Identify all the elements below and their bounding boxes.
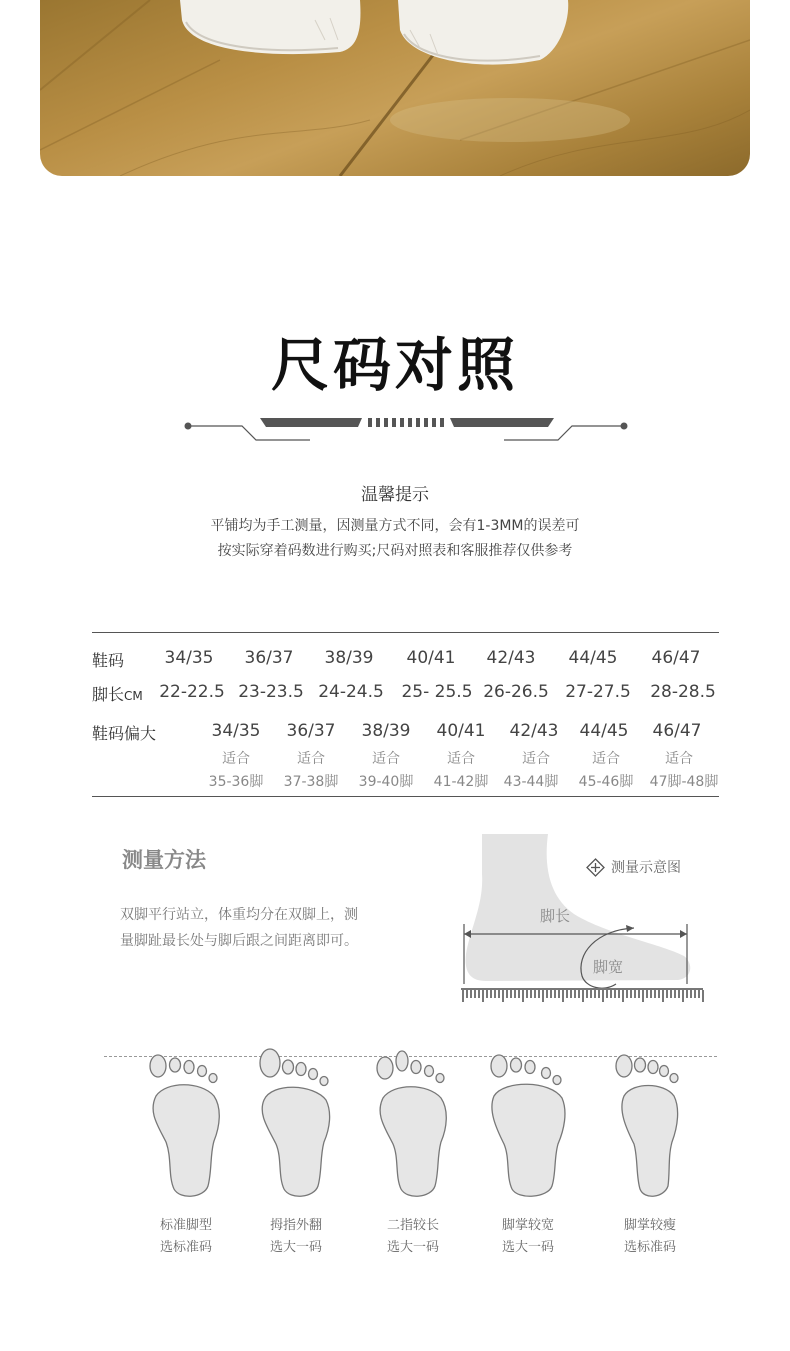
- table-cell: 23-23.5: [238, 682, 304, 702]
- title-divider: [180, 410, 632, 444]
- ruler-tick: [498, 990, 500, 998]
- fit-label: 适合: [447, 751, 475, 767]
- table-cell: 25- 25.5: [401, 682, 473, 702]
- ruler-tick: [678, 990, 680, 998]
- ruler-tick: [550, 990, 552, 998]
- foot-type-advice: 选大一码: [269, 1240, 322, 1255]
- foot-type-advice: 选大一码: [501, 1240, 554, 1255]
- ruler-tick: [614, 990, 616, 998]
- ruler-tick: [538, 990, 540, 998]
- ruler-tick: [586, 990, 588, 998]
- measure-legend: [586, 857, 681, 877]
- ruler-tick: [482, 990, 484, 1002]
- table-cell: 44/45: [579, 721, 629, 741]
- shoe-photo-illustration: [40, 0, 750, 176]
- tips-line-1: 平铺均为手工测量，因测量方式不同，会有1-3MM的误差可: [210, 518, 580, 534]
- fit-label: 适合: [222, 751, 250, 767]
- table-cell: 26-26.5: [483, 682, 549, 702]
- fit-value: 41-42脚: [433, 774, 489, 790]
- table-cell: 46/47: [651, 648, 701, 668]
- table-cell: 34/35: [211, 721, 261, 741]
- ruler-tick: [510, 990, 512, 998]
- ruler-tick: [518, 990, 520, 998]
- measure-desc-line-1: 双脚平行站立，体重均分在双脚上，测: [120, 907, 358, 923]
- ruler-tick: [534, 990, 536, 998]
- foot-narrow-icon: [610, 1046, 690, 1201]
- ruler-tick: [566, 990, 568, 998]
- table-cell: 22-22.5: [159, 682, 225, 702]
- table-cell: 38/39: [361, 721, 411, 741]
- foot-type-standard: [126, 1046, 246, 1259]
- foot-length-unit: CM: [124, 689, 143, 703]
- table-cell: 28-28.5: [650, 682, 716, 702]
- ruler-tick: [506, 990, 508, 998]
- product-photo: [40, 0, 750, 176]
- measure-legend-label: 测量示意图: [611, 860, 681, 876]
- fit-label: 适合: [665, 751, 693, 767]
- ruler-tick: [594, 990, 596, 998]
- ruler-tick: [618, 990, 620, 998]
- table-cell: 38/39: [324, 648, 374, 668]
- foot-type-bunion: [236, 1046, 356, 1259]
- ruler-tick: [662, 990, 664, 1002]
- ruler-tick: [622, 990, 624, 1002]
- foot-type-name: 二指较长: [386, 1218, 439, 1233]
- foot-wide-icon: [488, 1046, 568, 1201]
- row-label-runs-large: 鞋码偏大: [92, 724, 157, 743]
- fit-value: 45-46脚: [578, 774, 634, 790]
- ruler-tick: [530, 990, 532, 998]
- foot-type-wide: [468, 1046, 588, 1259]
- foot-type-advice: 选标准码: [623, 1240, 676, 1255]
- foot-bunion-icon: [256, 1046, 336, 1201]
- table-cell: 42/43: [486, 648, 536, 668]
- tips-heading: 温馨提示: [361, 485, 429, 505]
- ruler-tick: [674, 990, 676, 998]
- page-title: 尺码对照: [270, 331, 519, 399]
- ruler-tick: [646, 990, 648, 998]
- ruler-tick: [602, 990, 604, 1002]
- ruler-tick: [546, 990, 548, 998]
- table-bottom-rule: [92, 796, 719, 797]
- table-cell: 40/41: [406, 648, 456, 668]
- ruler-tick: [630, 990, 632, 998]
- ruler-tick: [490, 990, 492, 998]
- ruler-tick: [574, 990, 576, 998]
- table-cell: 24-24.5: [318, 682, 384, 702]
- foot-length-label: 脚长: [92, 685, 125, 704]
- ruler-tick: [554, 990, 556, 998]
- row-label-foot-length: [92, 682, 143, 705]
- ruler-tick: [686, 990, 688, 998]
- table-cell: 34/35: [164, 648, 214, 668]
- ruler-tick: [514, 990, 516, 998]
- foot-long-second-toe-icon: [373, 1046, 453, 1201]
- ruler-tick: [558, 990, 560, 998]
- table-cell: 46/47: [652, 721, 702, 741]
- table-cell: 27-27.5: [565, 682, 631, 702]
- fit-value: 47脚-48脚: [649, 774, 719, 790]
- ruler-tick: [526, 990, 528, 998]
- ruler-tick: [522, 990, 524, 1002]
- ruler-tick: [598, 990, 600, 998]
- table-cell: 40/41: [436, 721, 486, 741]
- fit-label: 适合: [522, 751, 550, 767]
- table-cell: 36/37: [286, 721, 336, 741]
- ruler-tick: [626, 990, 628, 998]
- foot-type-advice: 选标准码: [159, 1240, 212, 1255]
- fit-label: 适合: [372, 751, 400, 767]
- ruler-tick: [690, 990, 692, 998]
- crosshair-icon: [586, 858, 605, 877]
- ruler-tick: [590, 990, 592, 998]
- foot-type-name: 标准脚型: [159, 1218, 212, 1233]
- table-top-rule: [92, 632, 719, 633]
- measure-title: 测量方法: [122, 848, 206, 872]
- ruler-tick: [670, 990, 672, 998]
- foot-type-name: 拇指外翻: [269, 1218, 322, 1233]
- ruler-tick: [610, 990, 612, 998]
- ruler-tick: [582, 990, 584, 1002]
- ruler-tick: [702, 990, 704, 1002]
- ruler-tick: [682, 990, 684, 1002]
- ruler-tick: [666, 990, 668, 998]
- table-cell: 44/45: [568, 648, 618, 668]
- ruler-tick: [694, 990, 696, 998]
- foot-type-advice: 选大一码: [386, 1240, 439, 1255]
- ruler-tick: [486, 990, 488, 998]
- ruler-tick: [578, 990, 580, 998]
- ruler-tick: [562, 990, 564, 1002]
- ruler-tick: [470, 990, 472, 998]
- table-cell: 36/37: [244, 648, 294, 668]
- fit-value: 35-36脚: [208, 774, 264, 790]
- foot-type-name: 脚掌较瘦: [623, 1218, 676, 1233]
- ruler-tick: [634, 990, 636, 998]
- ruler-tick: [466, 990, 468, 998]
- ruler-tick: [658, 990, 660, 998]
- tips-line-2: 按实际穿着码数进行购买;尺码对照表和客服推荐仅供参考: [217, 543, 573, 559]
- ruler-tick: [494, 990, 496, 998]
- measure-desc-line-2: 量脚趾最长处与脚后跟之间距离即可。: [120, 933, 358, 949]
- fit-value: 43-44脚: [503, 774, 559, 790]
- ruler-tick: [698, 990, 700, 998]
- foot-type-narrow: [590, 1046, 710, 1259]
- fit-label: 适合: [297, 751, 325, 767]
- length-label: 脚长: [540, 907, 571, 925]
- ruler: [461, 988, 703, 990]
- fit-label: 适合: [592, 751, 620, 767]
- foot-standard-icon: [146, 1046, 226, 1201]
- ruler-tick: [654, 990, 656, 998]
- foot-type-name: 脚掌较宽: [501, 1218, 554, 1233]
- ruler-tick: [462, 990, 464, 1002]
- ruler-tick: [650, 990, 652, 998]
- ruler-tick: [570, 990, 572, 998]
- ruler-tick: [474, 990, 476, 998]
- fit-value: 39-40脚: [358, 774, 414, 790]
- foot-type-long-second-toe: [353, 1046, 473, 1259]
- row-label-shoe-size: 鞋码: [92, 651, 125, 670]
- table-cell: 42/43: [509, 721, 559, 741]
- ruler-tick: [642, 990, 644, 1002]
- ruler-tick: [606, 990, 608, 998]
- width-label: 脚宽: [593, 958, 624, 976]
- ruler-tick: [502, 990, 504, 1002]
- ruler-tick: [638, 990, 640, 998]
- ruler-tick: [478, 990, 480, 998]
- fit-value: 37-38脚: [283, 774, 339, 790]
- ruler-tick: [542, 990, 544, 1002]
